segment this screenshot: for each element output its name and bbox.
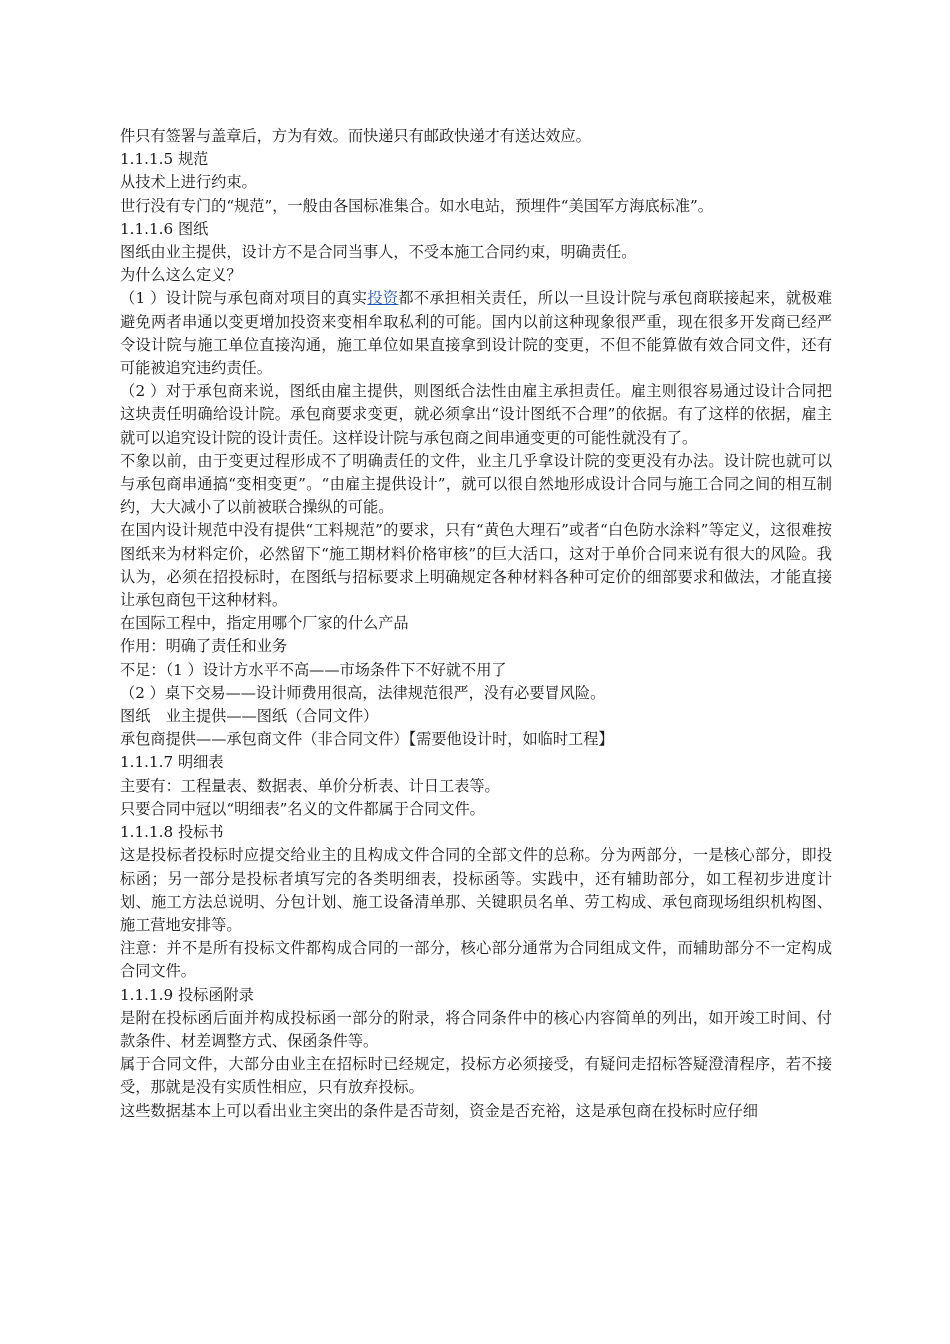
paragraph: 作用：明确了责任和业务 [120, 637, 288, 656]
section-heading-1-1-1-8: 1.1.1.8 投标书 [120, 823, 224, 842]
paragraph-text: 都不承担相关责任，所以一旦设计院与承包商联接起来，就极难避免两者串通以变更增加投资来变相牟取私利的可能。国内以前这种现象很严重，现在很多开发商已经严令设计院与施工单位直接沟通，施工单位如果直接拿到设计院的变更，不但不能算做有效合同文件，还有可能被追究违约责任。 [120, 289, 832, 378]
paragraph: 为什么这么定义？ [120, 266, 242, 285]
paragraph-truncated: 这些数据基本上可以看出业主突出的条件是否苛刻，资金是否充裕，这是承包商在投标时应仔细 [120, 1101, 758, 1120]
section-heading-1-1-1-7: 1.1.1.7 明细表 [120, 753, 224, 772]
paragraph: 世行没有专门的“规范”，一般由各国标准集合。如水电站，预埋件“美国军方海底标准”。 [120, 196, 713, 215]
paragraph: 注意：并不是所有投标文件都构成合同的一部分，核心部分通常为合同组成文件，而辅助部分不一定构成合同文件。 [120, 939, 832, 981]
paragraph-text: （1 ）设计院与承包商对项目的真实 [120, 289, 368, 308]
investment-link[interactable]: 投资 [367, 289, 399, 308]
paragraph-continuation: 件只有签署与盖章后，方为有效。而快递只有邮政快递才有送达效应。 [120, 127, 591, 145]
paragraph: 在国内设计规范中没有提供“工料规范”的要求，只有“黄色大理石”或者“白色防水涂料”等定义，这很难按图纸来为材料定价，必然留下“施工期材料价格审核”的巨大活口，这对于单价合同来说有很大的风险。我认为，必须在招投标时，在图纸与招标要求上明确规定各种材料各种可定价的细部要求和做法，才能直接让承包商包干这种材料。 [120, 521, 832, 610]
paragraph: 主要有：工程量表、数据表、单价分析表、计日工表等。 [120, 776, 500, 795]
paragraph: 在国际工程中，指定用哪个厂家的什么产品 [120, 614, 409, 633]
paragraph: 图纸由业主提供，设计方不是合同当事人，不受本施工合同约束，明确责任。 [120, 243, 637, 262]
paragraph: 图纸 业主提供——图纸（合同文件） [120, 707, 379, 726]
paragraph: 只要合同中冠以“明细表”名义的文件都属于合同文件。 [120, 799, 485, 818]
paragraph: 从技术上进行约束。 [120, 173, 257, 192]
section-heading-1-1-1-9: 1.1.1.9 投标函附录 [120, 985, 254, 1004]
section-heading-1-1-1-6: 1.1.1.6 图纸 [120, 219, 209, 238]
paragraph: 这是投标者投标时应提交给业主的且构成文件合同的全部文件的总称。分为两部分，一是核心部分，即投标函；另一部分是投标者填写完的各类明细表，投标函等。实践中，还有辅助部分，如工程初步进度计划、施工方法总说明、分包计划、施工设备清单那、关键职员名单、劳工构成、承包商现场组织机构图、施工营地安排等。 [120, 846, 832, 934]
paragraph-with-link [120, 287, 832, 380]
paragraph: 不象以前，由于变更过程形成不了明确责任的文件，业主几乎拿设计院的变更没有办法。设计院也就可以与承包商串通搞“变相变更”。“由雇主提供设计”，就可以很自然地形成设计合同与施工合同之间的相互制约，大大减小了以前被联合操纵的可能。 [120, 451, 832, 517]
paragraph: （2 ）桌下交易——设计师费用很高，法律规范很严，没有必要冒风险。 [120, 683, 606, 702]
section-heading-1-1-1-5: 1.1.1.5 规范 [120, 150, 209, 169]
paragraph: 不足：（1 ）设计方水平不高——市场条件下不好就不用了 [120, 660, 507, 679]
paragraph: 属于合同文件，大部分由业主在招标时已经规定，投标方必须接受，有疑问走招标答疑澄清程序，若不接受，那就是没有实质性相应，只有放弃投标。 [120, 1055, 832, 1097]
document-body [120, 125, 832, 1123]
paragraph: （2 ）对于承包商来说，图纸由雇主提供，则图纸合法性由雇主承担责任。雇主则很容易通过设计合同把这块责任明确给设计院。承包商要求变更，就必须拿出“设计图纸不合理”的依据。有了这样的依据，雇主就可以追究设计院的设计责任。这样设计院与承包商之间串通变更的可能性就没有了。 [120, 382, 832, 447]
paragraph: 承包商提供——承包商文件（非合同文件）【需要他设计时，如临时工程】 [120, 730, 614, 749]
paragraph: 是附在投标函后面并构成投标函一部分的附录，将合同条件中的核心内容简单的列出，如开竣工时间、付款条件、材差调整方式、保函条件等。 [120, 1008, 832, 1050]
